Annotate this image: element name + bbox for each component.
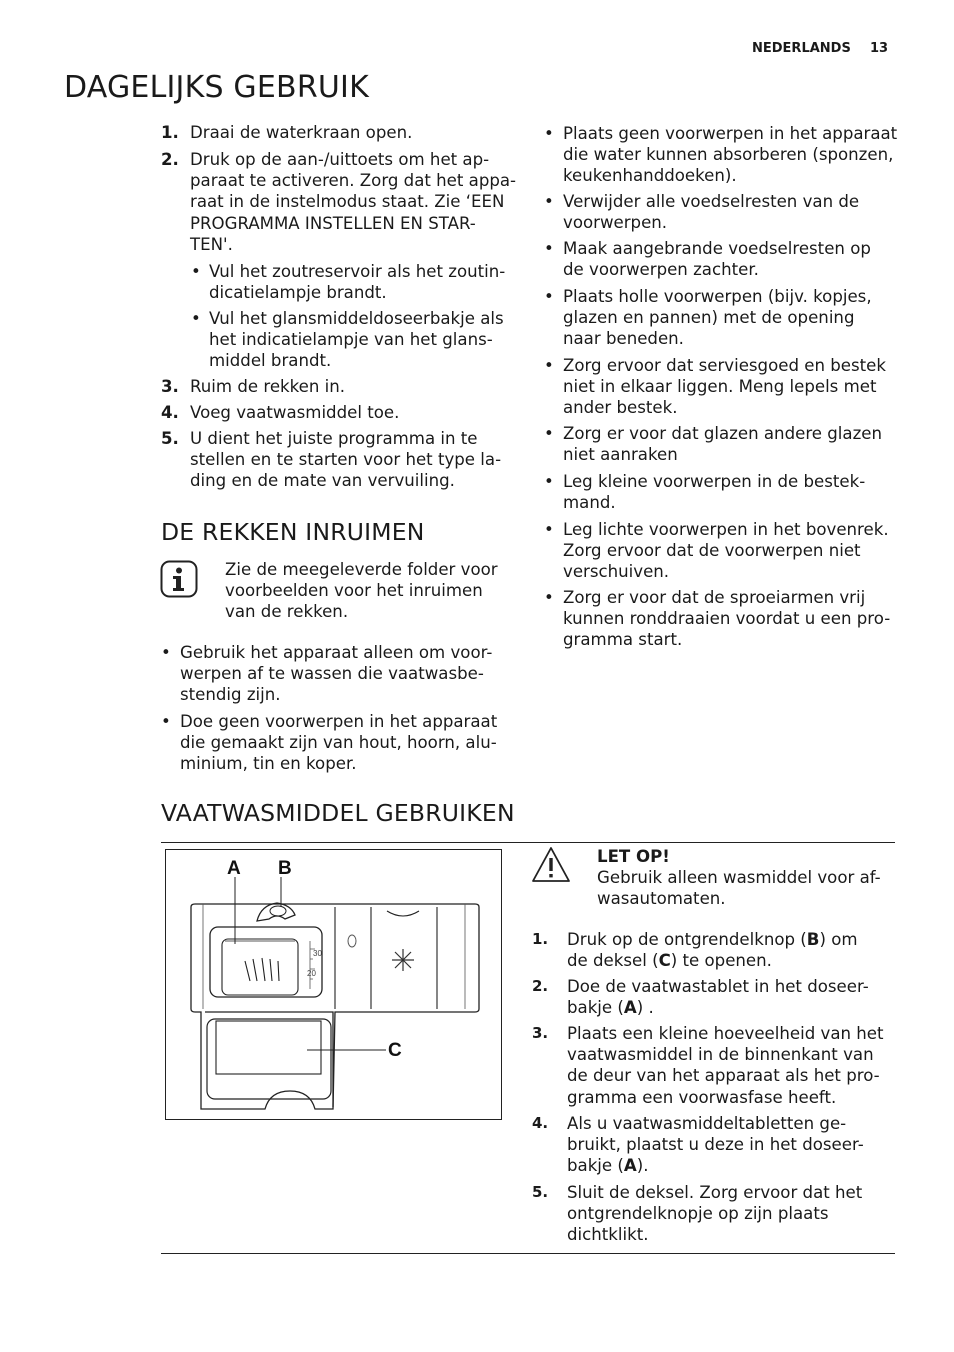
part-reference: B [806,930,820,949]
bullet-text: niet in elkaar liggen. Meng lepels met [563,377,877,397]
step-text [567,1203,828,1224]
step-number: 4. [161,403,179,422]
scale-30: 30 [313,949,322,958]
sub-bullet-text: Vul het zoutreservoir als het zoutin- [209,262,506,281]
bullet-text: Gebruik het apparaat alleen om voor- [180,643,493,662]
bullet-text: die water kunnen absorberen (sponzen, [563,145,894,165]
step-text-fragment: Sluit de deksel. Zorg ervoor dat het [567,1183,863,1202]
divider-bottom [161,1253,895,1254]
step-text-fragment: dichtklikt. [567,1225,649,1245]
bullet-text: Verwijder alle voedselresten van de [563,192,860,211]
section-heading-vaatwas: VAATWASMIDDEL GEBRUIKEN [161,799,515,827]
page-number: 13 [870,41,889,56]
step-text-fragment: ). [636,1156,649,1176]
step-text [567,997,654,1018]
step-text-fragment: Druk op de ontgrendelknop ( [567,930,807,949]
bullet-marker: • [544,192,554,211]
step-number: 5. [532,1183,549,1201]
step-text-fragment: ontgrendelknopje op zijn plaats [567,1204,829,1224]
bullet-text: keukenhanddoeken). [563,166,737,186]
bullet-text: die gemaakt zijn van hout, hoorn, alu- [180,733,497,753]
step-number: 3. [532,1024,549,1042]
bullet-marker: • [191,262,201,281]
part-reference: A [623,1156,637,1176]
bullet-text: Zorg ervoor dat de voorwerpen niet [563,541,861,561]
step-text [567,1224,649,1245]
bullet-text: minium, tin en koper. [180,754,357,774]
step-text-fragment: ) . [636,998,654,1018]
step-text-fragment: Als u vaatwasmiddeltabletten ge- [567,1114,847,1133]
bullet-marker: • [161,643,171,662]
step-text: ding en de mate van vervuiling. [190,471,455,491]
step-number: 1. [532,930,549,948]
bullet-text: Doe geen voorwerpen in het apparaat [180,712,498,731]
step-text: Ruim de rekken in. [190,377,346,396]
bullet-marker: • [544,424,554,443]
bullet-text: werpen af te wassen die vaatwasbe- [180,664,484,684]
step-text: Druk op de aan-/uittoets om het ap- [190,150,490,169]
bullet-text: Plaats holle voorwerpen (bijv. kopjes, [563,287,872,306]
bullet-text: naar beneden. [563,329,684,349]
info-text-line: voorbeelden voor het inruimen [225,581,483,601]
section-heading-rekken: DE REKKEN INRUIMEN [161,518,425,546]
sub-bullet-text: dicatielampje brandt. [209,283,387,303]
sub-bullet-text: Vul het glansmiddeldoseerbakje als [209,309,504,328]
bullet-marker: • [544,472,554,491]
bullet-marker: • [544,520,554,539]
step-text-fragment: de deur van het apparaat als het pro- [567,1066,880,1086]
bullet-text: glazen en pannen) met de opening [563,308,855,328]
scale-20: 20 [307,969,316,978]
label-b: B [278,858,292,879]
detergent-dispenser-illustration [165,849,502,1120]
step-text-fragment: bakje ( [567,998,624,1018]
step-text: stellen en te starten voor het type la- [190,450,502,470]
step-text: Draai de waterkraan open. [190,123,413,142]
step-text-fragment: de deksel ( [567,951,659,971]
bullet-text: niet aanraken [563,445,678,465]
step-text [567,1065,880,1086]
step-number: 5. [161,429,179,448]
bullet-text: Leg kleine voorwerpen in de bestek- [563,472,866,491]
step-text [567,950,772,971]
step-text [567,1023,884,1044]
label-a: A [227,858,241,879]
step-text: TEN'. [190,234,233,254]
step-text-fragment: bakje ( [567,1156,624,1176]
step-text-fragment: Plaats een kleine hoeveelheid van het [567,1024,884,1043]
step-text [567,1155,648,1176]
part-reference: A [623,998,637,1018]
bullet-text: de voorwerpen zachter. [563,260,759,280]
step-text [567,1182,862,1203]
bullet-text: Zorg er voor dat de sproeiarmen vrij [563,588,866,607]
bullet-text: ander bestek. [563,398,678,418]
step-text [567,1113,846,1134]
part-reference: C [658,951,671,971]
step-number: 4. [532,1114,549,1132]
step-text-fragment: gramma een voorwasfase heeft. [567,1087,837,1107]
label-c: C [388,1040,402,1061]
warning-line: Gebruik alleen wasmiddel voor af- [597,868,881,887]
bullet-marker: • [191,309,201,328]
bullet-text: kunnen ronddraaien voordat u een pro- [563,609,891,629]
bullet-text: Leg lichte voorwerpen in het bovenrek. [563,520,889,539]
step-text: U dient het juiste programma in te [190,429,478,448]
step-text [567,1087,836,1108]
step-text [567,1044,874,1065]
step-number: 3. [161,377,179,396]
step-text-fragment: vaatwasmiddel in de binnenkant van [567,1045,874,1065]
bullet-text: verschuiven. [563,562,670,582]
bullet-marker: • [544,356,554,375]
step-number: 2. [532,977,549,995]
bullet-text: Zorg er voor dat glazen andere glazen [563,424,883,443]
step-text [567,1134,864,1155]
step-text: PROGRAMMA INSTELLEN EN STAR- [190,213,476,233]
step-text-fragment: ) te openen. [670,951,772,971]
bullet-marker: • [544,588,554,607]
bullet-marker: • [544,287,554,306]
step-number: 1. [161,123,179,142]
bullet-text: gramma start. [563,630,683,650]
warning-line: wasautomaten. [597,889,726,909]
info-text-line: van de rekken. [225,602,349,622]
bullet-marker: • [161,712,171,731]
step-number: 2. [161,150,179,169]
header-language: NEDERLANDS [752,41,851,56]
bullet-text: Plaats geen voorwerpen in het apparaat [563,124,898,143]
bullet-text: mand. [563,493,616,513]
step-text: paraat te activeren. Zorg dat het appa- [190,171,517,191]
bullet-text: voorwerpen. [563,213,668,233]
step-text-fragment: ) om [819,930,858,949]
bullet-marker: • [544,239,554,258]
bullet-text: Maak aangebrande voedselresten op [563,239,871,258]
step-text: raat in de instelmodus staat. Zie ‘EEN [190,192,505,212]
divider-top [161,842,895,843]
bullet-text: stendig zijn. [180,685,281,705]
page-title: DAGELIJKS GEBRUIK [64,70,369,105]
warning-title: LET OP! [597,847,670,866]
warning-icon [531,846,571,884]
info-icon [160,560,198,598]
step-text: Voeg vaatwasmiddel toe. [190,403,400,422]
step-text [567,929,858,950]
sub-bullet-text: middel brandt. [209,351,332,371]
step-text-fragment: bruikt, plaatst u deze in het doseer- [567,1135,864,1155]
info-text-line: Zie de meegeleverde folder voor [225,560,498,579]
bullet-marker: • [544,124,554,143]
sub-bullet-text: het indicatielampje van het glans- [209,330,493,350]
bullet-text: Zorg ervoor dat serviesgoed en bestek [563,356,886,375]
step-text [567,976,869,997]
step-text-fragment: Doe de vaatwastablet in het doseer- [567,977,869,996]
